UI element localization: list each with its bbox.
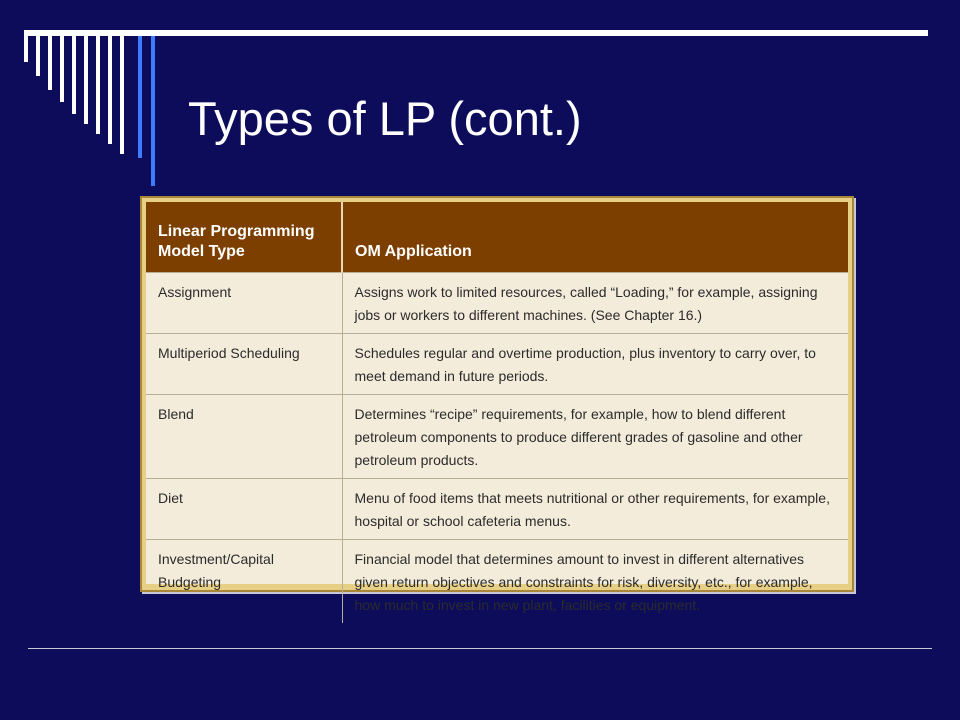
row-om-application: Determines “recipe” requirements, for example, how to blend different petroleum components to produce different grades of gasoline and other petroleum products.: [342, 394, 848, 478]
slide-title: Types of LP (cont.): [188, 92, 582, 145]
decor-stripe: [108, 36, 112, 144]
row-model-type: Assignment: [146, 272, 342, 333]
decor-stripe: [96, 36, 100, 134]
row-model-type: Multiperiod Scheduling: [146, 333, 342, 394]
row-om-application: Schedules regular and overtime production, plus inventory to carry over, to meet demand in future periods.: [342, 333, 848, 394]
decor-stripe: [24, 36, 28, 62]
decor-stripe: [84, 36, 88, 124]
bottom-rule: [28, 648, 932, 649]
row-om-application: Assigns work to limited resources, called “Loading,” for example, assigning jobs or workers to different machines. (See Chapter 16.): [342, 272, 848, 333]
decor-stripe: [60, 36, 64, 102]
decor-stripe: [36, 36, 40, 76]
table-header-row: [146, 202, 848, 272]
decor-stripe: [72, 36, 76, 114]
header-model-type: [146, 202, 342, 272]
decor-stripe: [120, 36, 124, 154]
table-row: [146, 478, 848, 539]
top-rule: [24, 30, 928, 36]
table-row: [146, 394, 848, 478]
table-row: [146, 539, 848, 623]
lp-types-table: [146, 202, 848, 623]
decor-stripe-blue: [138, 36, 142, 158]
lp-types-table-frame: [140, 196, 854, 613]
table-row: [146, 272, 848, 333]
table-row: [146, 333, 848, 394]
row-model-type: Investment/Capital Budgeting: [146, 539, 342, 623]
header-model-type-line1: Linear Programming: [158, 222, 315, 240]
row-model-type: Diet: [146, 478, 342, 539]
row-om-application: Financial model that determines amount to invest in different alternatives given return objectives and constraints for risk, diversity, etc., for example, how much to invest in new plant, facilities or equipment.: [342, 539, 848, 623]
lp-types-table-panel: [146, 202, 848, 613]
decor-stripe-blue: [151, 36, 155, 186]
row-model-type: Blend: [146, 394, 342, 478]
header-om-application: OM Application: [342, 202, 848, 272]
header-model-type-line2: Model Type: [158, 242, 245, 260]
row-om-application: Menu of food items that meets nutritional or other requirements, for example, hospital or school cafeteria menus.: [342, 478, 848, 539]
decor-stripe: [48, 36, 52, 90]
